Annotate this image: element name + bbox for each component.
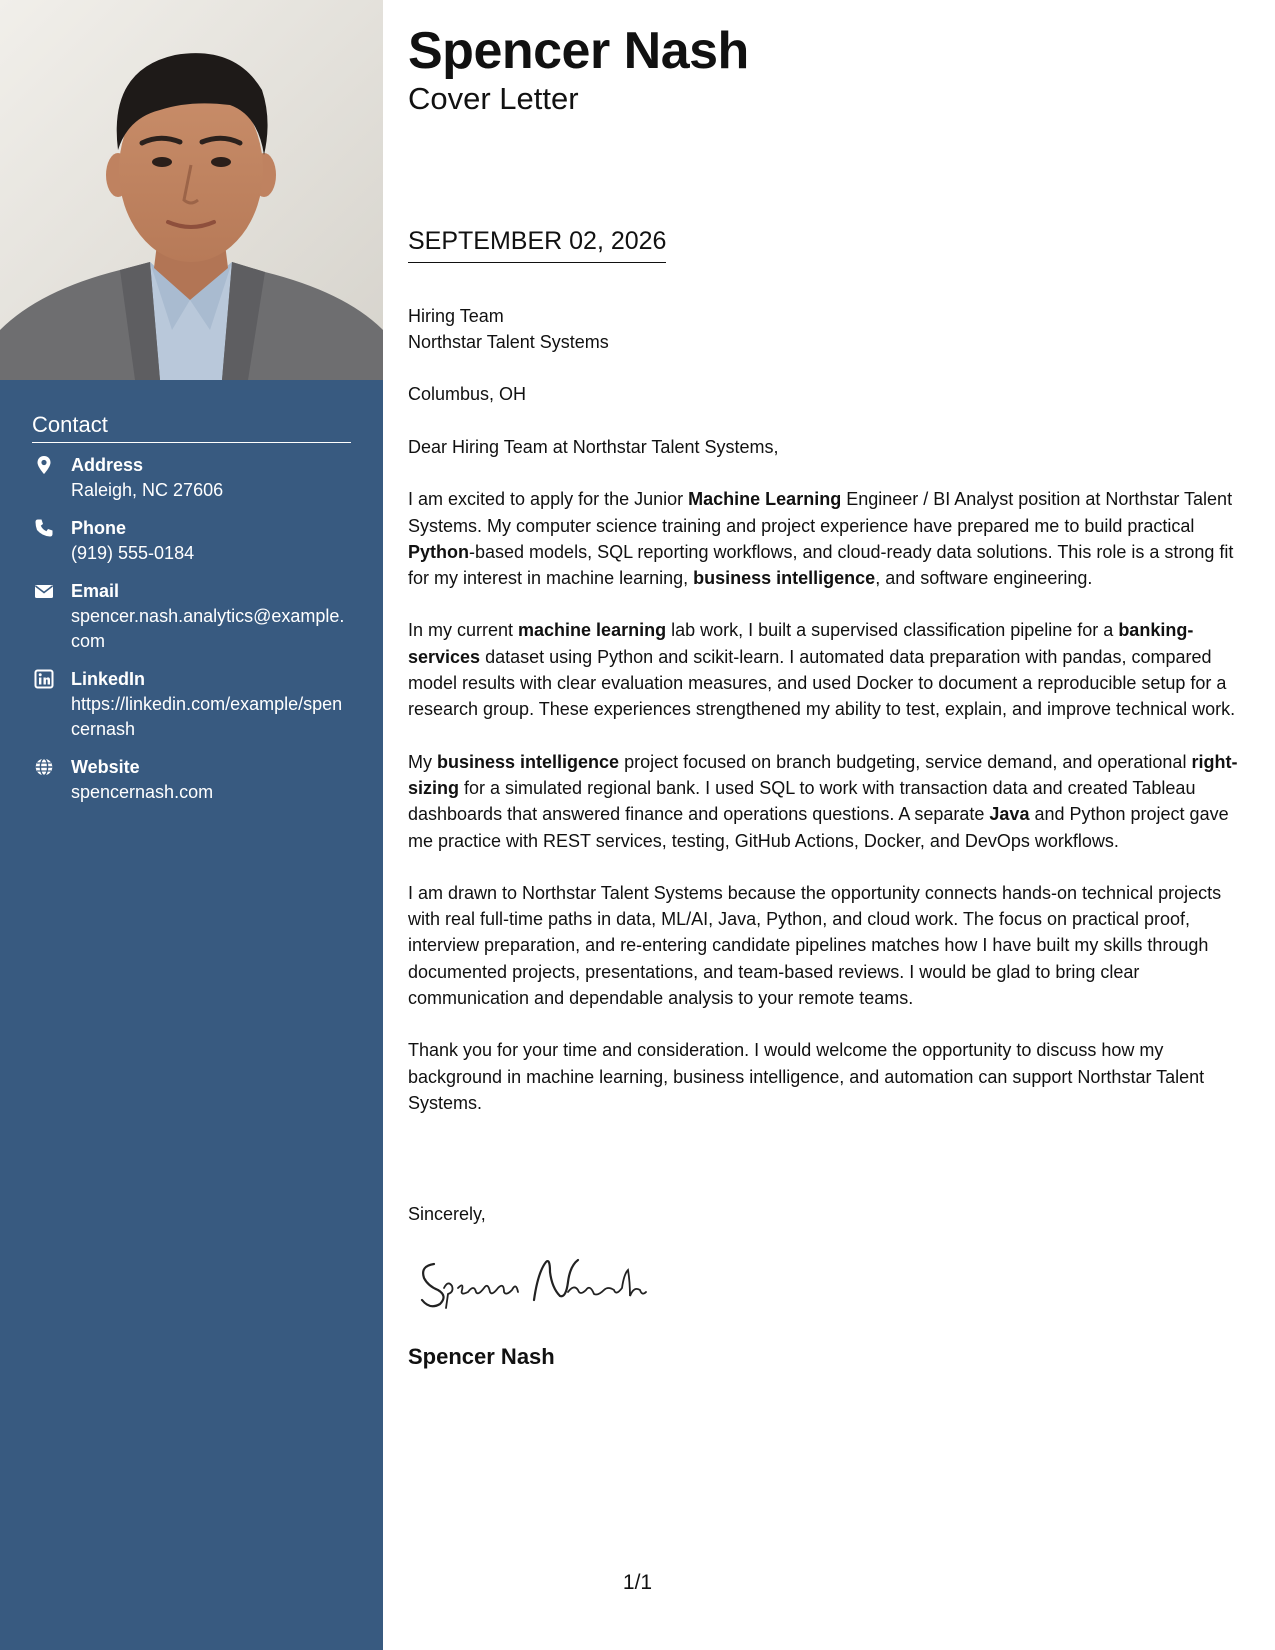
contact-label-website: Website	[71, 757, 140, 777]
closing: Sincerely,	[408, 1204, 486, 1224]
bold-keyword: machine learning	[518, 620, 667, 641]
profile-photo	[0, 0, 383, 380]
page-number: 1/1	[622, 1571, 653, 1594]
contact-section	[32, 412, 351, 818]
contact-address	[32, 453, 351, 503]
body-paragraph: I am excited to apply for the Junior Machine Learning Engineer / BI Analyst position at Northstar Talent Systems. My computer science training and project experience have prepared me to build practical Python-based models, SQL reporting workflows, and cloud-ready data solutions. This role is a strong fit for my interest in machine learning, business intelligence, and software engineering.	[408, 489, 1234, 589]
contact-value-phone: (919) 555-0184	[71, 543, 195, 563]
map-pin-icon	[34, 455, 54, 475]
contact-label-address: Address	[71, 455, 144, 475]
bold-keyword: Python	[408, 541, 469, 562]
phone-icon	[34, 518, 54, 538]
bold-keyword: right-sizing	[408, 751, 1238, 798]
contact-phone	[32, 516, 351, 566]
recipient-line: Columbus, OH	[408, 384, 527, 404]
bold-keyword: Machine Learning	[688, 489, 842, 510]
linkedin-icon	[34, 669, 54, 689]
sidebar	[0, 0, 383, 1650]
body-paragraph: My business intelligence project focused on branch budgeting, service demand, and operational right-sizing for a simulated regional bank. I used SQL to work with transaction data and created Tableau dashboards that answered finance and operations questions. A separate Java and Python project gave me practice with REST services, testing, GitHub Actions, Docker, and DevOps workflows.	[408, 751, 1238, 851]
letter-body	[408, 434, 1253, 1142]
applicant-name: Spencer Nash	[408, 22, 749, 80]
contact-label-phone: Phone	[71, 518, 127, 538]
body-paragraph: I am drawn to Northstar Talent Systems because the opportunity connects hands-on technical projects with real full-time paths in data, ML/AI, Java, Python, and cloud work. The focus on practical proof, interview preparation, and re-entering candidate pipelines matches how I have built my skills through documented projects, presentations, and team-based reviews. I would be glad to bring clear communication and dependable analysis to your remote teams.	[408, 882, 1222, 1009]
portrait-illustration	[0, 0, 383, 380]
envelope-icon	[34, 581, 54, 601]
contact-email	[32, 579, 351, 654]
bold-keyword: business intelligence	[693, 568, 876, 589]
document-subtitle: Cover Letter	[408, 81, 579, 116]
handwritten-signature	[418, 1252, 648, 1310]
contact-website	[32, 755, 351, 805]
bold-keyword: banking-services	[408, 620, 1194, 667]
contact-value-linkedin[interactable]: https://linkedin.com/example/spencernash	[71, 694, 343, 739]
salutation: Dear Hiring Team at Northstar Talent Systems,	[408, 437, 779, 457]
recipient-line: Northstar Talent Systems	[408, 332, 609, 352]
recipient-line: Hiring Team	[408, 306, 504, 326]
contact-linkedin	[32, 667, 351, 742]
body-paragraph: Thank you for your time and consideration. I would welcome the opportunity to discuss how my background in machine learning, business intelligence, and automation can support Northstar Talent Systems.	[408, 1040, 1205, 1113]
contact-value-email[interactable]: spencer.nash.analytics@example.com	[71, 606, 345, 651]
letter-date: SEPTEMBER 02, 2026	[408, 224, 666, 263]
recipient-block	[408, 303, 609, 407]
contact-value-address: Raleigh, NC 27606	[71, 480, 224, 500]
contact-value-website[interactable]: spencernash.com	[71, 782, 214, 802]
body-paragraph: In my current machine learning lab work, I built a supervised classification pipeline for a banking-services dataset using Python and scikit-learn. I automated data preparation with pandas, compared model results with clear evaluation measures, and used Docker to document a reproducible setup for a research group. These experiences strengthened my ability to test, explain, and improve technical work.	[408, 620, 1236, 720]
contact-label-email: Email	[71, 581, 120, 601]
globe-icon	[34, 757, 54, 777]
bold-keyword: Java	[989, 804, 1030, 825]
bold-keyword: business intelligence	[437, 751, 620, 772]
contact-label-linkedin: LinkedIn	[71, 669, 146, 689]
contact-title: Contact	[32, 412, 351, 443]
letter-main	[408, 20, 1253, 1369]
signer-name: Spencer Nash	[408, 1344, 555, 1369]
